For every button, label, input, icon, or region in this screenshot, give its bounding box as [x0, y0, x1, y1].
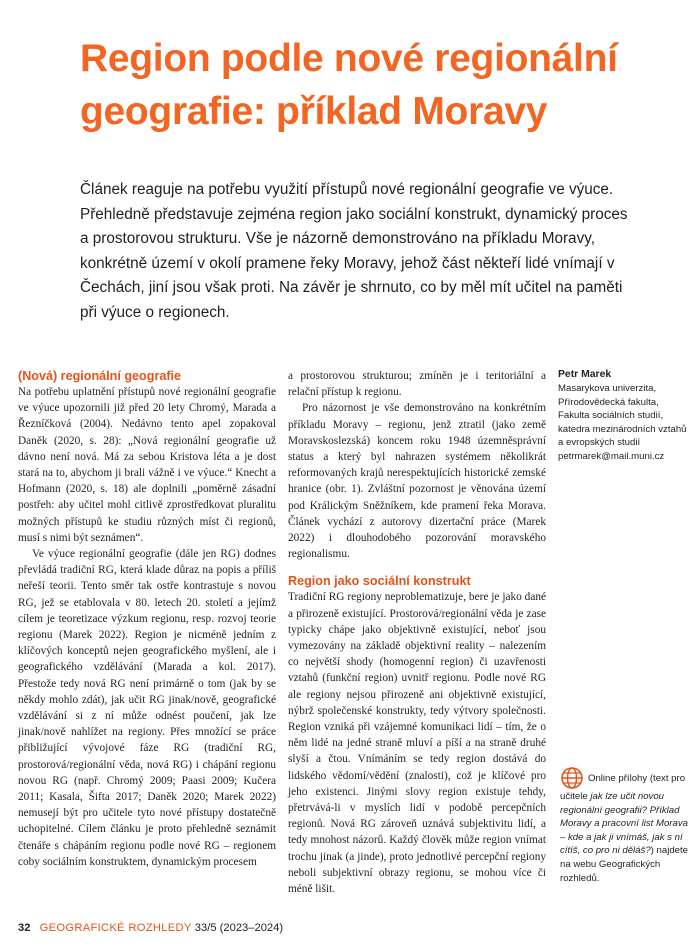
page-number: 32: [18, 922, 31, 934]
paragraph: Ve výuce regionální geografie (dále jen RG) dodnes převládá tradiční RG, která klade důraz na popis a příliš neřeší teorii. Tento směr tak ostře kontrastuje s novou RG, jež se etablovala v 80. letech 20. století a jejímž cílem je teoretizace výzkum regionu, resp. rozvoj teorie regionu (Marek 2022). Region je nicméně jedním z klíčových konceptů nejen geografického myšlení, ale i geografického vzdělávání (Marada a kol. 2017). Přestože tedy nová RG není primárně o tom (jak by se někdy mohlo zdát), jak učit RG jinak/nově, geografické vzdělávání si z ní může odnést poučení, jak lze jinak/nově nahlížet na regiony. Přes množící se práce přibližující vývojové fáze RG (tradiční RG, prostorová/regionální věda, nová RG) i chápání regionu novou RG (např. Chromý 2009; Paasi 2009; Kučera 2011; Kasala, Šifta 2017; Daněk 2020; Marek 2022) nemusejí být pro učitele tyto nové přístupy dostatečně uchopitelné. Cílem článku je proto přehledně seznámit čtenáře s chápáním regionu podle nové RG – regionem coby sociálním konstruktem, dynamickým procesem: [18, 548, 276, 868]
paragraph: a prostorovou strukturou; zmíněn je i teritoriální a relační přístup k regionu.: [288, 370, 546, 399]
journal-issue: 33/5 (2023–2024): [194, 922, 284, 934]
online-italic: jak lze učit novou regionální geografii? Příklad Moravy a pracovní list Morava – kde a jak ji vnímáš, jak s ní cítíš, co pro ni děláš?: [560, 791, 688, 857]
page-footer: [18, 922, 283, 934]
article-title: Region podle nové regionální geografie: příklad Moravy: [80, 37, 618, 134]
online-intro: Online přílohy (text pro učitele: [560, 773, 686, 802]
article-lead: Článek reaguje na potřebu využití přístupů nové regionální geografie ve výuce. Přehledně představuje zejména region jako sociální konstrukt, dynamický proces a prostorovou strukturu. Vše je názorně demonstrováno na příkladu Moravy, konkrétně území v okolí pramene řeky Moravy, jehož část někteří lidé vnímají v Čechách, jiní jsou však proti. Na závěr je shrnuto, co by měl mít učitel na paměti při výuce o regionech.: [80, 181, 628, 321]
column-left: [18, 368, 276, 870]
journal-name: GEOGRAFICKÉ ROZHLEDY: [39, 922, 192, 934]
paragraph: Tradiční RG regiony neproblematizuje, bere je jako dané a přirozeně existující. Prostorová/regionální věda je zase typicky chápe jako objektivně existující, neboť jsou vymezovány na základě objektivní reality – nalezením co největší shody (homogenní region) či uzavřenosti vztahů (funkční region) uvnitř regionu. Podle nové RG ale regiony nejsou přirozeně ani objektivně existující, nýbrž společenské konstrukty, tedy výtvory společnosti. Region vzniká při vzájemné komunikaci lidí – tím, že o něm lidé na jedné straně mluví a píší a na straně druhé slyší a čtou. Vnímáním se tedy region dostává do lidského vědomí/vědění (znalosti), což je klíčové pro jeho existenci. Jinými slovy region existuje tehdy, přetrvává-li v myslích lidí v podobě percepčních regionů. Nová RG zároveň uznává subjektivitu lidí, a tedy mnohost názorů. Každý člověk může region vnímat trochu jinak (a jinde), proto jednotlivé percepční regiony neboli subjektivní obrazy regionu, se mohou více či méně lišit.: [288, 591, 546, 896]
globe-icon: [560, 766, 584, 790]
online-outro: ) najdete na webu Geografických rozhledů.: [560, 845, 688, 884]
paragraph: Na potřebu uplatnění přístupů nové regionální geografie ve výuce upozornili již před 20 lety Chromý, Marada a Řezníčková (2004). Nedávno tento apel zopakoval Daněk (2020, s. 28): „Nová regionální geografie už dávno není nová. Má za sebou Kristova léta a je dost stará na to, abychom ji brali vážně i ve výuce.“ Knecht a Hofmann (2020, s. 18) ale doplnili „poměrně zásadní postřeh: aby učitel mohl citlivě zprostředkovat pluralitu možných přístupů ke studiu různých míst či regionů, musí s nimi být seznámen“.: [18, 386, 276, 544]
section-heading-new-rg: (Nová) regionální geografie: [18, 369, 182, 383]
author-box: [558, 368, 688, 464]
online-attachments-note: [560, 766, 690, 885]
author-name: Petr Marek: [558, 369, 612, 380]
column-middle: [288, 368, 546, 897]
section-heading-social-construct: Region jako sociální konstrukt: [288, 574, 471, 589]
author-affiliation: Masarykova univerzita, Přírodovědecká fakulta, Fakulta sociálních studií, katedra mezinárodních vztahů a evropských studií: [558, 383, 687, 449]
author-email[interactable]: petrmarek@mail.muni.cz: [558, 450, 665, 462]
paragraph: Pro názornost je vše demonstrováno na konkrétním příkladu Moravy – regionu, jenž ztratil (jako země Moravskoslezská) koncem roku 1948 územněsprávní status a který byl nahrazen systémem několikrát reformovaných krajů nerespektujících historické zemské hranice (obr. 1). Zvláštní pozornost je věnována území pod Králickým Sněžníkem, kde pramení řeka Morava. Článek vychází z autorovy dizertační práce (Marek 2022) i dlouhodobého pozorování moravského regionalismu.: [288, 402, 546, 561]
